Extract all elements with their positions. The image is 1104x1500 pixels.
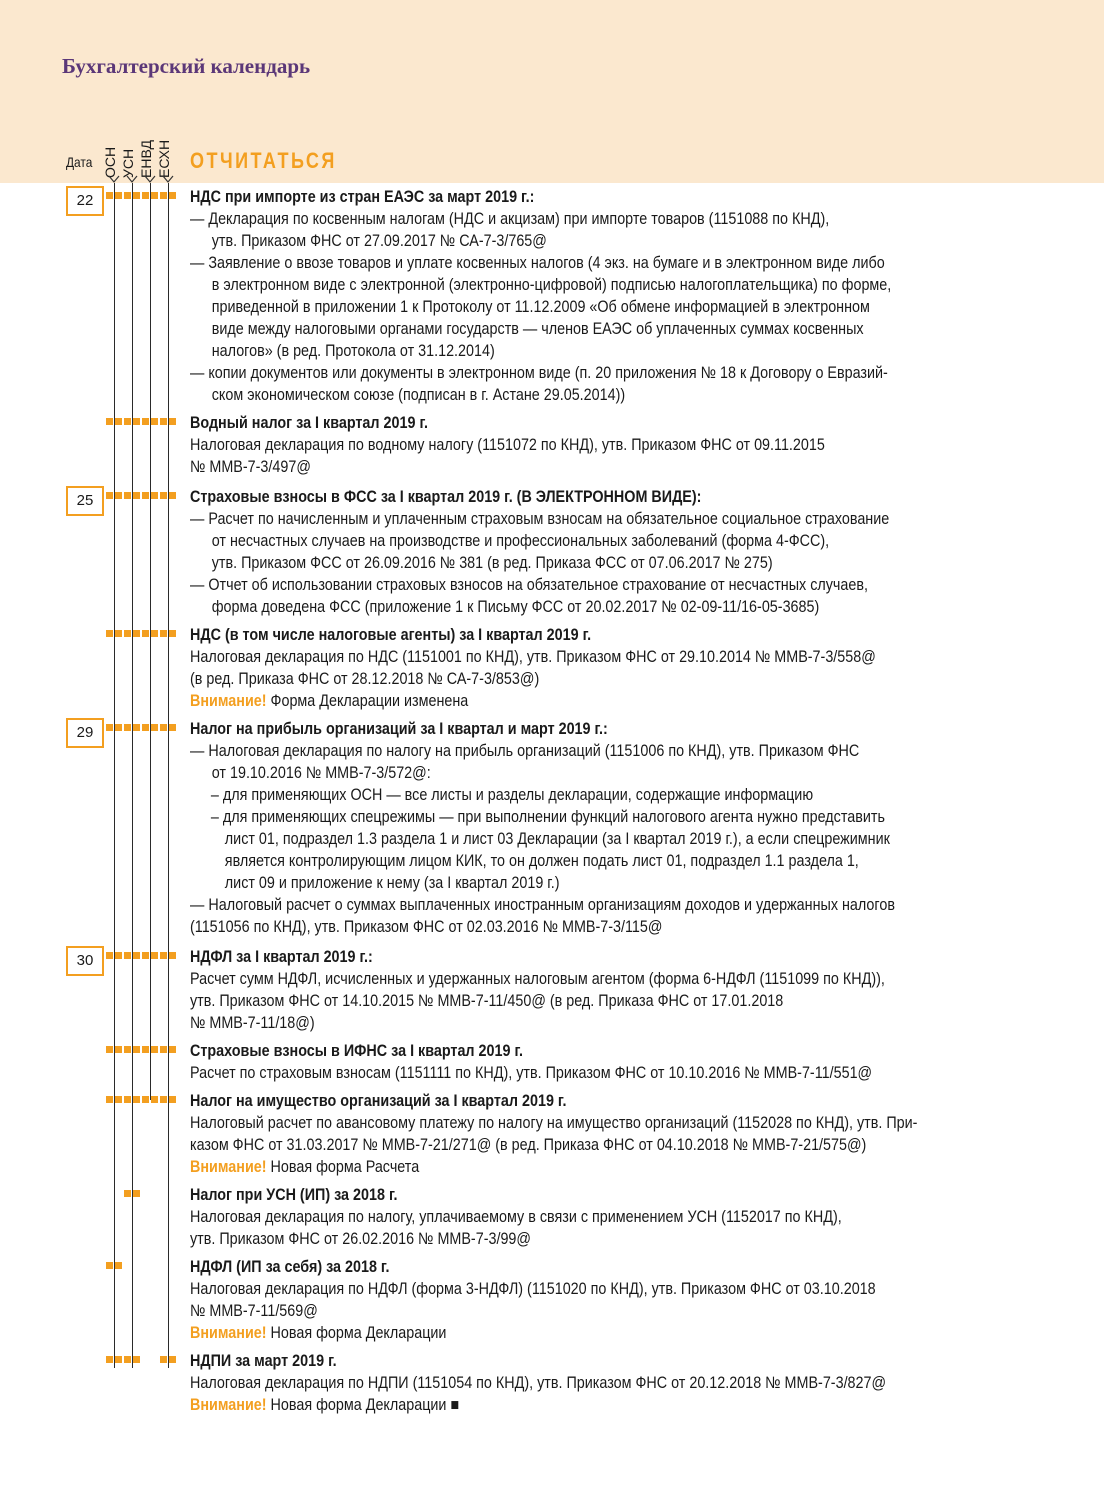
- regime-marker-usn: [124, 1046, 131, 1053]
- entry-line: утв. Приказом ФНС от 27.09.2017 № СА-7-3/765@: [211, 232, 547, 250]
- entry-title: Налог на прибыль организаций за I квартал и март 2019 г.:: [190, 720, 608, 738]
- entry-title: НДС при импорте из стран ЕАЭС за март 2019 г.:: [190, 188, 535, 206]
- entry-line: (1151056 по КНД), утв. Приказом ФНС от 02.03.2016 № ММВ-7-3/115@: [190, 918, 663, 936]
- regime-marker-usn: [133, 418, 140, 425]
- regime-marker-osn: [106, 724, 113, 731]
- regime-marker-envd: [142, 1096, 149, 1103]
- date-box: 30: [66, 946, 104, 976]
- regime-marker-envd: [142, 724, 149, 731]
- regime-marker-usn: [124, 492, 131, 499]
- regime-marker-envd: [142, 418, 149, 425]
- regime-marker-osn: [106, 630, 113, 637]
- entry-line: — копии документов или документы в электронном виде (п. 20 приложения № 18 к Договору о Евразий-: [190, 364, 888, 382]
- entry: [190, 1350, 1008, 1416]
- entry-title: Страховые взносы в ИФНС за I квартал 2019 г.: [190, 1042, 524, 1060]
- entry-title: Водный налог за I квартал 2019 г.: [190, 414, 428, 432]
- regime-marker-envd: [151, 1046, 158, 1053]
- entry-line: налогов» (в ред. Протокола от 31.12.2014): [211, 342, 495, 360]
- regime-marker-usn: [124, 1096, 131, 1103]
- column-line-envd: [150, 183, 151, 1100]
- regime-marker-usn: [133, 1096, 140, 1103]
- regime-marker-osn: [106, 1356, 113, 1363]
- entry-line: приведенной в приложении 1 к Протоколу от 11.12.2009 «Об обмене информацией в электронном: [211, 298, 870, 316]
- entry-title: НДФЛ (ИП за себя) за 2018 г.: [190, 1258, 390, 1276]
- entry-line: Налоговая декларация по НДС (1151001 по КНД), утв. Приказом ФНС от 29.10.2014 № ММВ-7-3/558@: [190, 648, 876, 666]
- regime-marker-usn: [124, 1190, 131, 1197]
- entry-title: Налог при УСН (ИП) за 2018 г.: [190, 1186, 398, 1204]
- regime-marker-envd: [142, 1046, 149, 1053]
- regime-marker-osn: [106, 418, 113, 425]
- regime-marker-osn: [106, 1096, 113, 1103]
- regime-marker-osn: [115, 724, 122, 731]
- date-box: 22: [66, 186, 104, 216]
- entry: [190, 624, 1008, 712]
- regime-marker-envd: [151, 952, 158, 959]
- entry-line: лист 01, подраздел 1.3 раздела 1 и лист 03 Декларации (за I квартал 2019 г.), а если спецрежимник: [224, 830, 890, 848]
- entry-line: казом ФНС от 31.03.2017 № ММВ-7-21/271@ (в ред. Приказа ФНС от 04.10.2018 № ММВ-7-21/575@): [190, 1136, 867, 1154]
- regime-marker-osn: [115, 192, 122, 199]
- regime-marker-eshn: [160, 630, 167, 637]
- attention-text: Форма Декларации изменена: [270, 692, 469, 710]
- regime-marker-eshn: [169, 724, 176, 731]
- regime-marker-usn: [124, 630, 131, 637]
- regime-marker-osn: [106, 1262, 113, 1269]
- entry-line: в электронном виде с электронной (электронно-цифровой) подписью налогоплательщика) по форме,: [211, 276, 892, 294]
- entry-line: — Декларация по косвенным налогам (НДС и акцизам) при импорте товаров (1151088 по КНД),: [190, 210, 830, 228]
- entry-line: — Налоговый расчет о суммах выплаченных иностранным организациям доходов и удержанных налогов: [190, 896, 895, 914]
- entry-line: форма доведена ФСС (приложение 1 к Письму ФСС от 20.02.2017 № 02-09-11/16-05-3685): [211, 598, 820, 616]
- entry-title: Страховые взносы в ФСС за I квартал 2019 г. (В ЭЛЕКТРОННОМ ВИДЕ):: [190, 488, 702, 506]
- regime-marker-envd: [142, 952, 149, 959]
- regime-marker-eshn: [169, 192, 176, 199]
- entry: [190, 1090, 1008, 1178]
- entry-line: — Расчет по начисленным и уплаченным страховым взносам на обязательное социальное страхование: [190, 510, 890, 528]
- entry-line: № ММВ-7-11/18@): [190, 1014, 315, 1032]
- entry-line: ском экономическом союзе (подписан в г. Астане 29.05.2014)): [211, 386, 626, 404]
- regime-marker-osn: [115, 1046, 122, 1053]
- attention-label: Внимание!: [190, 1158, 267, 1176]
- attention-label: Внимание!: [190, 1396, 267, 1414]
- entry-line: — Налоговая декларация по налогу на прибыль организаций (1151006 по КНД), утв. Приказом ФНС: [190, 742, 860, 760]
- entry: [190, 486, 1008, 618]
- regime-marker-envd: [151, 724, 158, 731]
- entry-line: утв. Приказом ФНС от 26.02.2016 № ММВ-7-3/99@: [190, 1230, 531, 1248]
- regime-marker-usn: [133, 192, 140, 199]
- regime-marker-usn: [133, 724, 140, 731]
- regime-marker-usn: [124, 1356, 131, 1363]
- attention-text: Новая форма Расчета: [270, 1158, 420, 1176]
- column-header-osn: ОСН: [102, 146, 118, 178]
- attention-label: Внимание!: [190, 692, 267, 710]
- regime-marker-eshn: [160, 952, 167, 959]
- regime-marker-usn: [124, 418, 131, 425]
- regime-marker-osn: [106, 1046, 113, 1053]
- page-title: Бухгалтерский календарь: [62, 54, 311, 78]
- entry-line: Налоговая декларация по НДПИ (1151054 по КНД), утв. Приказом ФНС от 20.12.2018 № ММВ-7-3/827@: [190, 1374, 887, 1392]
- regime-marker-osn: [115, 418, 122, 425]
- regime-marker-envd: [151, 418, 158, 425]
- regime-marker-osn: [115, 492, 122, 499]
- column-header-eshn: ЕСХН: [156, 139, 172, 178]
- date-box: 29: [66, 718, 104, 748]
- column-header-usn: УСН: [120, 148, 136, 178]
- regime-marker-usn: [124, 724, 131, 731]
- entry-line: Налоговая декларация по водному налогу (1151072 по КНД), утв. Приказом ФНС от 09.11.2015: [190, 436, 825, 454]
- regime-marker-usn: [133, 630, 140, 637]
- regime-marker-envd: [151, 1096, 158, 1103]
- regime-marker-osn: [106, 952, 113, 959]
- entry: [190, 186, 1008, 406]
- entry-line: (в ред. Приказа ФНС от 28.12.2018 № СА-7-3/853@): [190, 670, 540, 688]
- entry-line: Налоговый расчет по авансовому платежу по налогу на имущество организаций (1152028 по КНД), утв. При-: [190, 1114, 918, 1132]
- entry-title: НДФЛ за I квартал 2019 г.:: [190, 948, 373, 966]
- entry-line: — Заявление о ввозе товаров и уплате косвенных налогов (4 экз. на бумаге и в электронном виде либо: [190, 254, 885, 272]
- date-box: 25: [66, 486, 104, 516]
- regime-marker-osn: [106, 192, 113, 199]
- entry: [190, 946, 1008, 1034]
- column-line-eshn: [168, 183, 169, 1368]
- regime-marker-envd: [142, 192, 149, 199]
- regime-marker-eshn: [160, 724, 167, 731]
- entry-title: НДС (в том числе налоговые агенты) за I квартал 2019 г.: [190, 626, 592, 644]
- entry-title: НДПИ за март 2019 г.: [190, 1352, 337, 1370]
- attention-label: Внимание!: [190, 1324, 267, 1342]
- entry-line: Расчет по страховым взносам (1151111 по КНД), утв. Приказом ФНС от 10.10.2016 № ММВ-7-11/551@: [190, 1064, 873, 1082]
- regime-marker-usn: [133, 1190, 140, 1197]
- regime-marker-eshn: [160, 1096, 167, 1103]
- regime-marker-envd: [142, 630, 149, 637]
- entry-line: – для применяющих ОСН — все листы и разделы декларации, содержащие информацию: [210, 786, 814, 804]
- column-header-date: Дата: [66, 154, 93, 170]
- section-title: ОТЧИТАТЬСЯ: [190, 148, 337, 173]
- regime-marker-eshn: [160, 1356, 167, 1363]
- regime-marker-eshn: [160, 1046, 167, 1053]
- entry-line: Налоговая декларация по НДФЛ (форма 3-НДФЛ) (1151020 по КНД), утв. Приказом ФНС от 03.10.2018: [190, 1280, 876, 1298]
- entry-line: № ММВ-7-11/569@: [190, 1302, 318, 1320]
- entry-line: № ММВ-7-3/497@: [190, 458, 311, 476]
- regime-marker-osn: [115, 630, 122, 637]
- entry-line: Расчет сумм НДФЛ, исчисленных и удержанных налоговым агентом (форма 6-НДФЛ (1151099 по КНД)),: [190, 970, 885, 988]
- entry-line: утв. Приказом ФСС от 26.09.2016 № 381 (в ред. Приказа ФСС от 07.06.2017 № 275): [211, 554, 773, 572]
- entry-line: – для применяющих спецрежимы — при выполнении функций налогового агента нужно представить: [210, 808, 885, 826]
- entry: [190, 718, 1008, 938]
- regime-marker-envd: [151, 192, 158, 199]
- regime-marker-osn: [115, 952, 122, 959]
- regime-marker-eshn: [169, 418, 176, 425]
- entry: [190, 1040, 1008, 1084]
- entry-line: от 19.10.2016 № ММВ-7-3/572@:: [211, 764, 431, 782]
- entry-line: лист 09 и приложение к нему (за I квартал 2019 г.): [224, 874, 560, 892]
- regime-marker-usn: [133, 1046, 140, 1053]
- regime-marker-usn: [133, 1356, 140, 1363]
- regime-marker-usn: [124, 192, 131, 199]
- regime-marker-osn: [106, 492, 113, 499]
- attention-text: Новая форма Декларации: [270, 1324, 447, 1342]
- regime-marker-osn: [115, 1096, 122, 1103]
- regime-marker-envd: [151, 492, 158, 499]
- entry-line: утв. Приказом ФНС от 14.10.2015 № ММВ-7-11/450@ (в ред. Приказа ФНС от 17.01.2018: [190, 992, 784, 1010]
- entry: [190, 1256, 1008, 1344]
- entry-title: Налог на имущество организаций за I квартал 2019 г.: [190, 1092, 567, 1110]
- entry-line: Налоговая декларация по налогу, уплачиваемому в связи с применением УСН (1152017 по КНД),: [190, 1208, 842, 1226]
- regime-marker-eshn: [169, 1356, 176, 1363]
- entry: [190, 1184, 1008, 1250]
- column-header-envd: ЕНВД: [138, 140, 154, 178]
- column-line-osn: [114, 183, 115, 1368]
- attention-text: Новая форма Декларации ■: [270, 1396, 460, 1414]
- regime-marker-osn: [115, 1356, 122, 1363]
- entry-line: виде между налоговыми органами государств — членов ЕАЭС об уплаченных суммах косвенных: [211, 320, 864, 338]
- regime-marker-eshn: [160, 192, 167, 199]
- regime-marker-usn: [133, 492, 140, 499]
- regime-marker-usn: [133, 952, 140, 959]
- regime-marker-eshn: [169, 1096, 176, 1103]
- entry-line: — Отчет об использовании страховых взносов на обязательное страхование от несчастных случаев,: [190, 576, 868, 594]
- regime-marker-eshn: [169, 630, 176, 637]
- regime-marker-eshn: [169, 952, 176, 959]
- entry-line: является контролирующим лицом КИК, то он должен подать лист 01, подраздел 1.1 раздела 1,: [224, 852, 859, 870]
- regime-marker-osn: [115, 1262, 122, 1269]
- entry: [190, 412, 1008, 478]
- regime-marker-eshn: [160, 492, 167, 499]
- regime-marker-eshn: [169, 492, 176, 499]
- regime-marker-envd: [142, 492, 149, 499]
- regime-marker-eshn: [160, 418, 167, 425]
- regime-marker-envd: [151, 630, 158, 637]
- entry-line: от несчастных случаев на производстве и профессиональных заболеваний (форма 4-ФСС),: [211, 532, 830, 550]
- regime-marker-usn: [124, 952, 131, 959]
- regime-marker-eshn: [169, 1046, 176, 1053]
